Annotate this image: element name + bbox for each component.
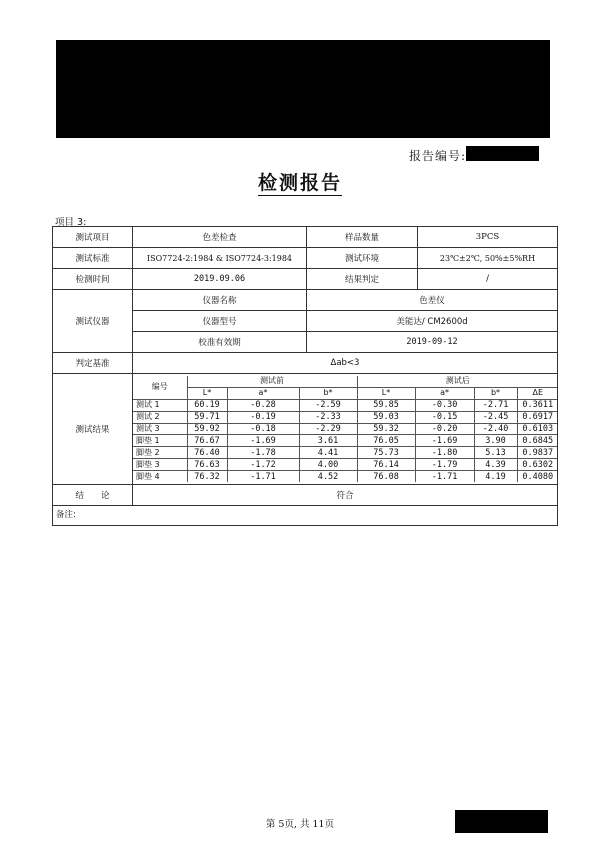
date-value: 2019.09.06 <box>133 269 307 290</box>
L-before: 59.71 <box>187 411 227 423</box>
row-test-item <box>53 227 558 248</box>
col-a-before: a* <box>227 387 299 399</box>
a-after: -0.20 <box>415 423 474 435</box>
test-item-label: 测试项目 <box>53 227 133 248</box>
a-after: -1.71 <box>415 471 474 482</box>
after-header: 测试后 <box>357 376 557 387</box>
table-row <box>133 423 558 435</box>
b-after: -2.71 <box>474 399 517 411</box>
a-before: -1.71 <box>227 471 299 482</box>
results-cell <box>133 374 558 485</box>
b-after: 4.39 <box>474 459 517 471</box>
table-row <box>133 411 558 423</box>
standard-label: 测试标准 <box>53 248 133 269</box>
a-before: -0.18 <box>227 423 299 435</box>
L-before: 76.32 <box>187 471 227 482</box>
col-L-after: L* <box>357 387 415 399</box>
L-after: 59.85 <box>357 399 415 411</box>
instrument-name-label: 仪器名称 <box>133 290 307 311</box>
criterion-label: 判定基准 <box>53 353 133 374</box>
row-conclusion <box>53 485 558 506</box>
results-header-row-1 <box>133 376 558 387</box>
date-label: 检测时间 <box>53 269 133 290</box>
redacted-report-number <box>466 146 539 161</box>
results-label: 测试结果 <box>53 374 133 485</box>
L-before: 76.63 <box>187 459 227 471</box>
judge-label: 结果判定 <box>307 269 418 290</box>
a-before: -1.69 <box>227 435 299 447</box>
col-b-after: b* <box>474 387 517 399</box>
table-row <box>133 435 558 447</box>
page-number: 第 5页, 共 11页 <box>265 819 335 830</box>
results-table <box>133 376 558 482</box>
L-before: 76.67 <box>187 435 227 447</box>
report-number-label: 报告编号: <box>409 149 467 163</box>
a-before: -1.78 <box>227 447 299 459</box>
a-after: -0.30 <box>415 399 474 411</box>
L-after: 76.14 <box>357 459 415 471</box>
L-after: 76.08 <box>357 471 415 482</box>
a-after: -1.80 <box>415 447 474 459</box>
row-date <box>53 269 558 290</box>
a-after: -1.69 <box>415 435 474 447</box>
a-after: -1.79 <box>415 459 474 471</box>
row-results <box>53 374 558 485</box>
before-header: 测试前 <box>187 376 357 387</box>
delta-e: 0.6845 <box>517 435 557 447</box>
row-remarks <box>53 506 558 526</box>
row-criterion <box>53 353 558 374</box>
L-before: 76.40 <box>187 447 227 459</box>
row-id: 脚垫 1 <box>133 435 187 447</box>
remarks-label: 备注: <box>53 506 558 526</box>
delta-e: 0.9837 <box>517 447 557 459</box>
b-after: 3.90 <box>474 435 517 447</box>
criterion-value: Δab<3 <box>133 353 558 374</box>
a-before: -0.28 <box>227 399 299 411</box>
b-before: 4.00 <box>299 459 357 471</box>
results-header-row-2 <box>133 387 558 399</box>
table-row <box>133 399 558 411</box>
judge-value: / <box>418 269 558 290</box>
report-table <box>52 226 558 526</box>
col-L-before: L* <box>187 387 227 399</box>
b-after: 4.19 <box>474 471 517 482</box>
b-before: 4.52 <box>299 471 357 482</box>
conclusion-label: 结 论 <box>53 485 133 506</box>
L-after: 75.73 <box>357 447 415 459</box>
calibration-value: 2019-09-12 <box>307 332 558 353</box>
row-id: 测试 3 <box>133 423 187 435</box>
col-a-after: a* <box>415 387 474 399</box>
b-before: -2.59 <box>299 399 357 411</box>
b-before: -2.29 <box>299 423 357 435</box>
b-after: 5.13 <box>474 447 517 459</box>
L-before: 59.92 <box>187 423 227 435</box>
page-title-text: 检测报告 <box>257 172 342 194</box>
instrument-name-value: 色差仪 <box>307 290 558 311</box>
standard-value: ISO7724-2:1984 & ISO7724-3:1984 <box>133 248 307 269</box>
b-before: -2.33 <box>299 411 357 423</box>
delta-e: 0.6302 <box>517 459 557 471</box>
b-before: 4.41 <box>299 447 357 459</box>
row-id: 脚垫 4 <box>133 471 187 482</box>
col-delta-e: ΔE <box>517 387 557 399</box>
table-row <box>133 459 558 471</box>
L-after: 59.03 <box>357 411 415 423</box>
delta-e: 0.6103 <box>517 423 557 435</box>
sample-qty-value: 3PCS <box>418 227 558 248</box>
b-after: -2.40 <box>474 423 517 435</box>
row-id: 脚垫 3 <box>133 459 187 471</box>
L-after: 76.05 <box>357 435 415 447</box>
a-before: -1.72 <box>227 459 299 471</box>
b-before: 3.61 <box>299 435 357 447</box>
row-standard <box>53 248 558 269</box>
delta-e: 0.3611 <box>517 399 557 411</box>
instrument-model-value: 美能达/ CM2600d <box>307 311 558 332</box>
instrument-model-label: 仪器型号 <box>133 311 307 332</box>
row-id: 测试 1 <box>133 399 187 411</box>
row-instrument-1 <box>53 290 558 311</box>
id-header: 编号 <box>133 376 187 399</box>
table-row <box>133 447 558 459</box>
conclusion-value: 符合 <box>133 485 558 506</box>
row-id: 脚垫 2 <box>133 447 187 459</box>
a-after: -0.15 <box>415 411 474 423</box>
item-label: 项目 3: <box>55 217 87 228</box>
env-label: 测试环境 <box>307 248 418 269</box>
delta-e: 0.4080 <box>517 471 557 482</box>
redacted-header-block <box>56 40 550 138</box>
sample-qty-label: 样品数量 <box>307 227 418 248</box>
a-before: -0.19 <box>227 411 299 423</box>
b-after: -2.45 <box>474 411 517 423</box>
delta-e: 0.6917 <box>517 411 557 423</box>
calibration-label: 校准有效期 <box>133 332 307 353</box>
env-value: 23℃±2℃, 50%±5%RH <box>418 248 558 269</box>
row-id: 测试 2 <box>133 411 187 423</box>
test-item-value: 色差检查 <box>133 227 307 248</box>
L-after: 59.32 <box>357 423 415 435</box>
page-title <box>0 168 600 195</box>
L-before: 60.19 <box>187 399 227 411</box>
instrument-label: 测试仪器 <box>53 290 133 353</box>
col-b-before: b* <box>299 387 357 399</box>
table-row <box>133 471 558 482</box>
